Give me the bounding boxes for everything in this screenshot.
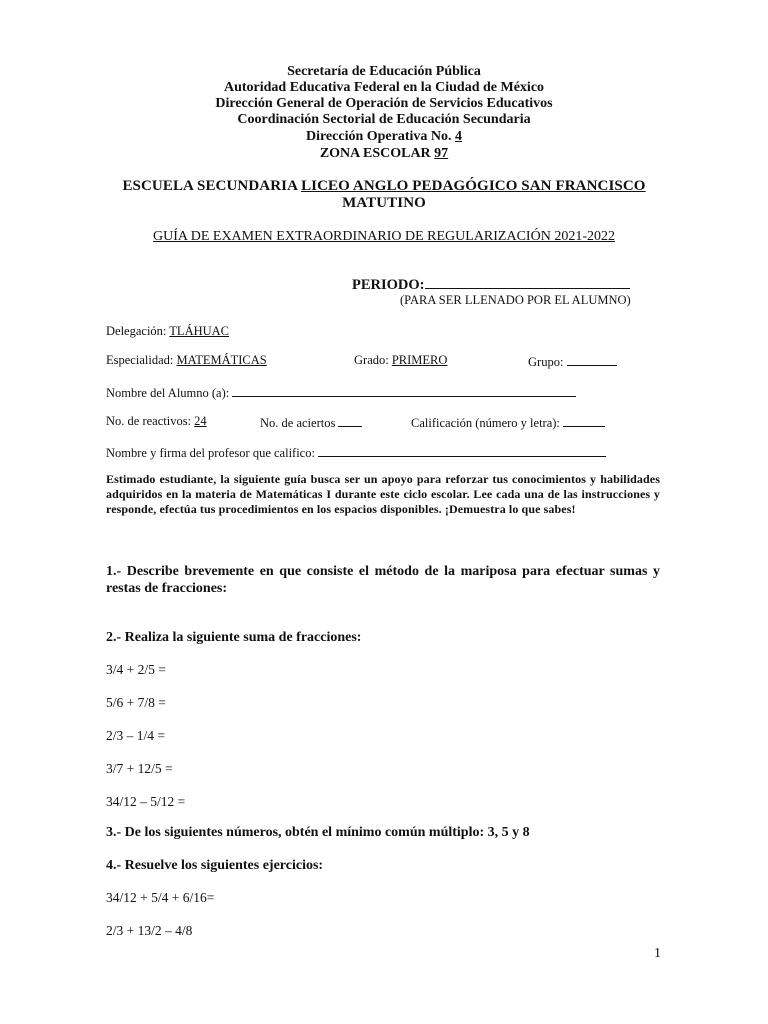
page-number: 1 [654, 946, 661, 961]
header-line-1: Secretaría de Educación Pública [287, 64, 481, 79]
grupo-field [528, 353, 617, 370]
profesor-label: Nombre y firma del profesor que califico: [106, 446, 319, 460]
especialidad-field [106, 353, 267, 368]
delegacion-label: Delegación: [106, 324, 170, 338]
header-line-4: Coordinación Sectorial de Educación Secundaria [237, 112, 531, 127]
school-name: LICEO ANGLO PEDAGÓGICO SAN FRANCISCO [301, 178, 646, 194]
question-4: 4.- Resuelve los siguientes ejercicios: [106, 858, 324, 873]
delegacion-value: TLÁHUAC [169, 324, 230, 338]
grado-field [354, 353, 447, 368]
calificacion-field [411, 414, 605, 431]
q4-item: 34/12 + 5/4 + 6/16= [106, 890, 215, 905]
operative-number: 4 [455, 129, 463, 144]
question-1: 1.- Describe brevemente en que consiste el método de la mariposa para efectuar sumas y restas de fracciones: [106, 564, 660, 596]
calificacion-label: Calificación (número y letra): [411, 416, 564, 430]
q2-item: 3/7 + 12/5 = [106, 761, 173, 776]
calificacion-blank[interactable] [563, 414, 605, 427]
header-line-5 [0, 129, 768, 145]
aciertos-blank[interactable] [338, 414, 362, 427]
operative-label: Dirección Operativa No. [305, 129, 456, 144]
q2-item: 2/3 – 1/4 = [106, 728, 165, 743]
school-prefix: ESCUELA SECUNDARIA [122, 178, 302, 194]
header-line-6 [0, 146, 768, 162]
grupo-blank[interactable] [567, 353, 617, 366]
school-shift: MATUTINO [342, 195, 426, 211]
alumno-field [106, 384, 576, 401]
q4-item: 2/3 + 13/2 – 4/8 [106, 923, 193, 938]
grado-value: PRIMERO [391, 353, 448, 367]
periodo-field [352, 276, 630, 294]
reactivos-label: No. de reactivos: [106, 414, 195, 428]
reactivos-field [106, 414, 207, 429]
grupo-label: Grupo: [528, 355, 567, 369]
question-2: 2.- Realiza la siguiente suma de fracciones: [106, 630, 362, 645]
especialidad-value: MATEMÁTICAS [176, 353, 267, 367]
periodo-label: PERIODO: [352, 277, 425, 293]
q2-item: 5/6 + 7/8 = [106, 695, 166, 710]
header-line-2: Autoridad Educativa Federal en la Ciudad de México [223, 80, 545, 95]
especialidad-label: Especialidad: [106, 353, 177, 367]
grado-label: Grado: [354, 353, 392, 367]
aciertos-field [260, 414, 362, 431]
alumno-label: Nombre del Alumno (a): [106, 386, 233, 400]
question-3: 3.- De los siguientes números, obtén el mínimo común múltiplo: 3, 5 y 8 [106, 825, 530, 840]
guide-title: GUÍA DE EXAMEN EXTRAORDINARIO DE REGULARIZACIÓN 2021-2022 [153, 229, 615, 244]
q2-item: 3/4 + 2/5 = [106, 662, 166, 677]
reactivos-value: 24 [194, 414, 207, 428]
q2-item: 34/12 – 5/12 = [106, 794, 186, 809]
aciertos-label: No. de aciertos [260, 416, 339, 430]
zone-label: ZONA ESCOLAR [319, 146, 435, 161]
profesor-blank[interactable] [318, 444, 606, 457]
zone-number: 97 [434, 146, 449, 161]
alumno-blank[interactable] [232, 384, 576, 397]
delegacion-field [106, 324, 229, 339]
header-line-3: Dirección General de Operación de Servicios Educativos [215, 96, 553, 111]
periodo-note: (PARA SER LLENADO POR EL ALUMNO) [400, 293, 631, 307]
profesor-field [106, 444, 606, 461]
periodo-blank[interactable] [425, 276, 630, 289]
intro-paragraph: Estimado estudiante, la siguiente guía busca ser un apoyo para reforzar tus conocimientos y habilidades adquiridos en la materia de Matemáticas I durante este ciclo escolar. Lee cada una de las instrucciones y responde, efectúa tus procedimientos en los espacios disponibles. ¡Demuestra lo que sabes! [106, 472, 660, 516]
school-line [0, 178, 768, 195]
